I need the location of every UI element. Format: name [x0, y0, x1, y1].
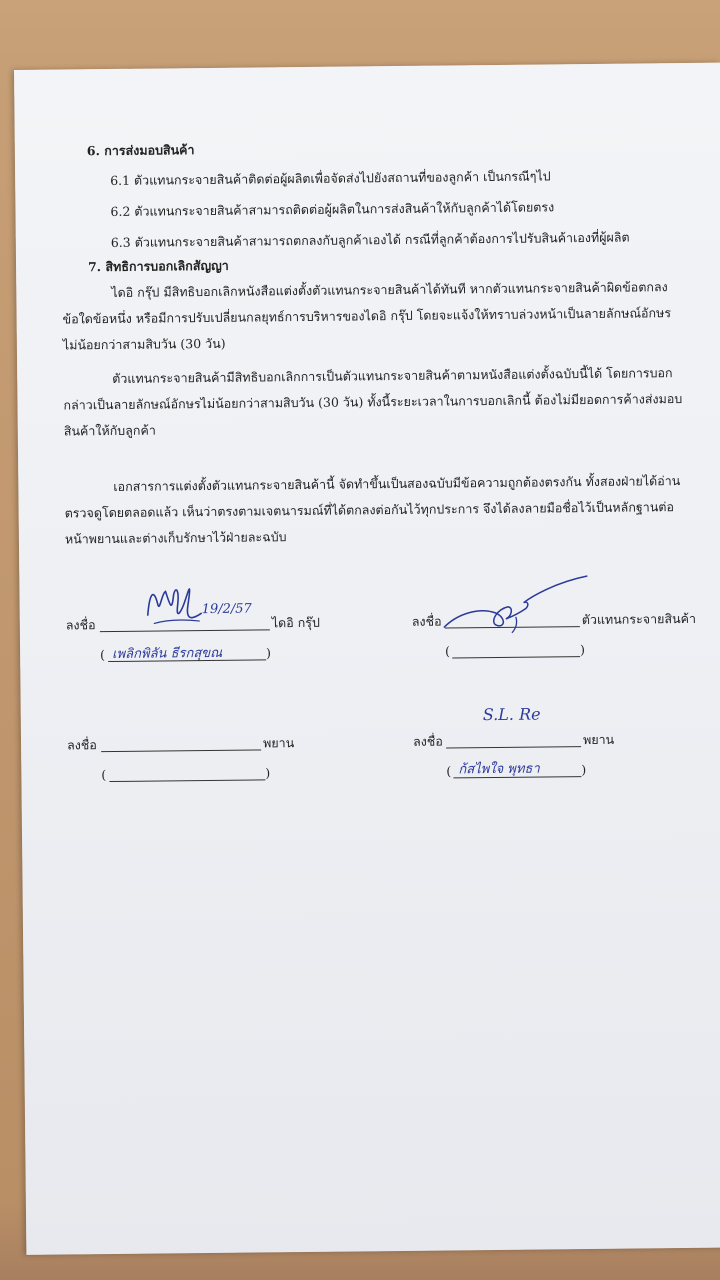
handwritten-signature-company — [139, 573, 210, 634]
section-6-item-2: 6.2 ตัวแทนกระจายสินค้าสามารถติดต่อผู้ผลิตในการส่งสินค้าให้กับลูกค้าได้โดยตรง — [110, 199, 555, 219]
section-7-para1-line2: ข้อใดข้อหนึ่ง หรือมีการปรับเปลี่ยนกลยุทธ์การบริหารของไดอิ กรุ๊ป โดยจะแจ้งให้ทราบล่วงหน้าเป็นลายลักษณ์อักษร — [62, 305, 672, 327]
name-line — [453, 776, 581, 778]
witness-role: พยาน — [582, 731, 615, 748]
signer-role-company: ไดอิ กรุ๊ป — [271, 614, 320, 631]
section-7-para1-line3: ไม่น้อยกว่าสามสิบวัน (30 วัน) — [62, 335, 226, 353]
section-6-item-1: 6.1 ตัวแทนกระจายสินค้าติดต่อผู้ผลิตเพื่อจัดส่งไปยังสถานที่ของลูกค้า เป็นกรณีๆไป — [110, 168, 551, 188]
paren-open: ( — [100, 647, 106, 663]
closing-line3: หน้าพยานและต่างเก็บรักษาไว้ฝ่ายละฉบับ — [64, 529, 287, 547]
signature-line — [446, 746, 581, 748]
section-7-para2-line3: สินค้าให้กับลูกค้า — [63, 422, 156, 439]
handwritten-signature-distributor — [437, 572, 598, 636]
section-7-heading: 7. สิทธิการบอกเลิกสัญญา — [87, 257, 229, 275]
handwritten-name-company: เพลิกพิลัน ธีรกสุขณ — [112, 645, 223, 663]
paren-close: ) — [581, 762, 587, 778]
sign-label: ลงชื่อ — [65, 617, 96, 633]
paren-open: ( — [445, 643, 451, 659]
handwritten-date: 19/2/57 — [201, 601, 252, 618]
section-6-heading: 6. การส่งมอบสินค้า — [86, 142, 195, 159]
section-7-para2-line1: ตัวแทนกระจายสินค้ามีสิทธิบอกเลิกการเป็นตัวแทนกระจายสินค้าตามหนังสือแต่งตั้งฉบับนี้ได้ โดยการบอก — [112, 365, 673, 386]
document-page — [14, 63, 720, 1255]
section-7-para1-line1: ไดอิ กรุ๊ป มีสิทธิบอกเลิกหนังสือแต่งตั้งตัวแทนกระจายสินค้าได้ทันที หากตัวแทนกระจายสินค้าผิดข้อตกลง — [111, 279, 668, 300]
closing-line2: ตรวจดูโดยตลอดแล้ว เห็นว่าตรงตามเจตนารมณ์ที่ได้ตกลงต่อกันไว้ทุกประการ จึงได้ลงลายมือชื่อไว้เป็นหลักฐานต่อ — [64, 499, 675, 521]
section-7-para2-line2: กล่าวเป็นลายลักษณ์อักษรไม่น้อยกว่าสามสิบวัน (30 วัน) ทั้งนี้ระยะเวลาในการบอกเลิกนี้ ต้องไม่มียอดการค้างส่งมอบ — [63, 391, 683, 413]
witness-role: พยาน — [262, 735, 295, 751]
sign-label: ลงชื่อ — [66, 737, 97, 753]
paren-close: ) — [580, 642, 586, 658]
name-line — [452, 656, 580, 658]
sign-label: ลงชื่อ — [412, 733, 443, 749]
paren-close: ) — [266, 645, 272, 661]
signer-role-distributor: ตัวแทนกระจายสินค้า — [581, 610, 697, 628]
paren-close: ) — [265, 765, 271, 781]
paren-open: ( — [101, 767, 107, 783]
closing-line1: เอกสารการแต่งตั้งตัวแทนกระจายสินค้านี้ จัดทำขึ้นเป็นสองฉบับมีข้อความถูกต้องตรงกัน ทั้งสองฝ่ายได้อ่าน — [113, 473, 681, 494]
handwritten-name-witness: ก้สไพใจ พุทธา — [458, 761, 540, 778]
section-6-item-3: 6.3 ตัวแทนกระจายสินค้าสามารถตกลงกับลูกค้าเองได้ กรณีที่ลูกค้าต้องการไปรับสินค้าเองที่ผู้ผลิต — [110, 229, 630, 250]
name-line — [109, 779, 265, 782]
signature-line — [101, 749, 261, 752]
sign-label: ลงชื่อ — [411, 613, 442, 629]
handwritten-signature-witness: S.L. Re — [482, 704, 541, 725]
paren-open: ( — [446, 763, 452, 779]
